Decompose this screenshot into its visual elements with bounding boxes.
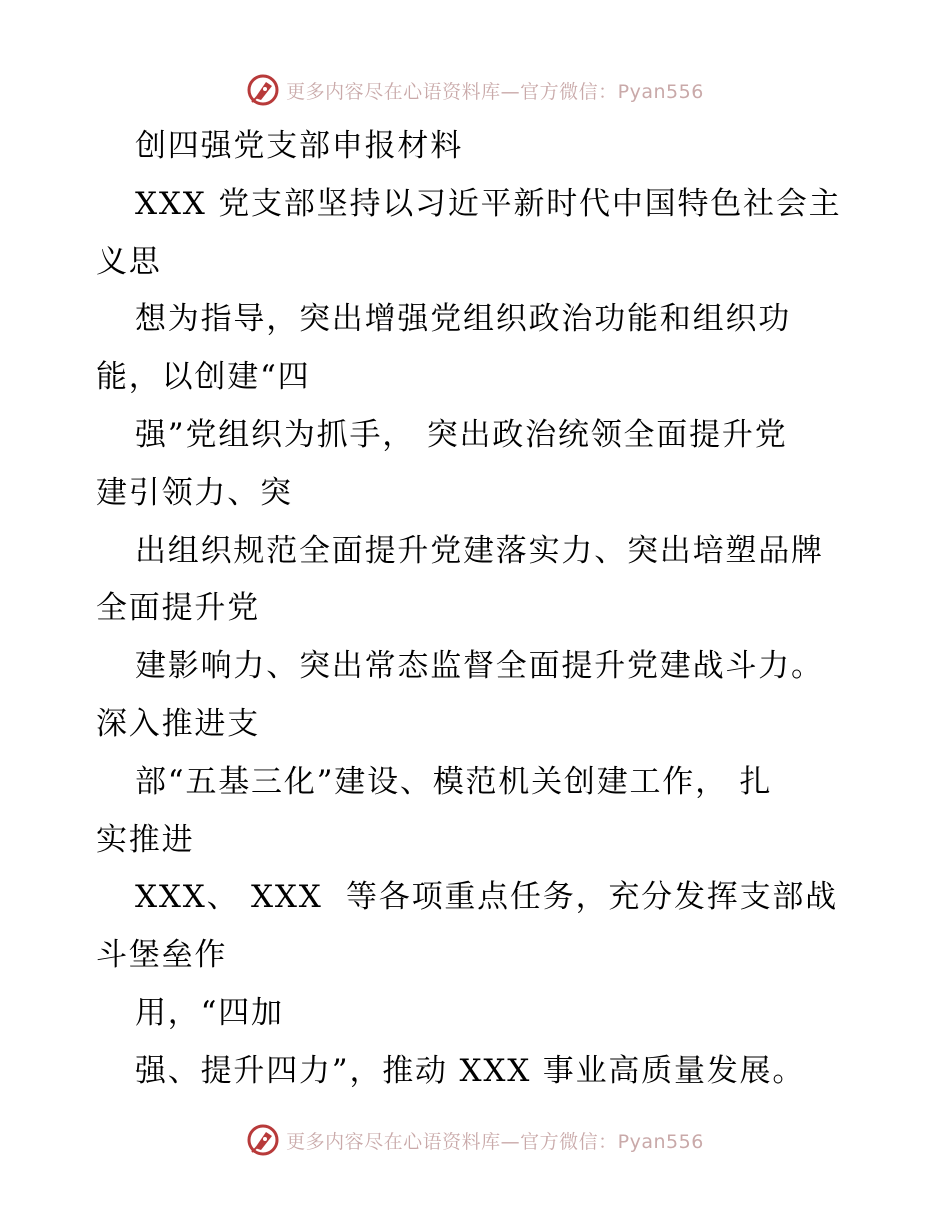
document-line: 出组织规范全面提升党建落实力、突出培塑品牌 xyxy=(135,532,824,569)
document-body xyxy=(96,118,866,1101)
watermark-footer xyxy=(0,1120,950,1160)
document-line: 强、提升四力”，推动 XXX 事业高质量发展。 xyxy=(135,1052,806,1089)
document-line: 创四强党支部申报材料 xyxy=(135,128,463,164)
document-line: 想为指导，突出增强党组织政治功能和组织功 xyxy=(135,301,791,338)
document-line: 义思 xyxy=(96,243,162,280)
document-line: 建引领力、突 xyxy=(96,474,293,511)
document-line: 能，以创建“四 xyxy=(96,359,311,396)
watermark-header xyxy=(0,70,950,110)
document-line: 斗堡垒作 xyxy=(96,937,228,974)
document-line: 强”党组织为抓手， 突出政治统领全面提升党 xyxy=(135,416,788,453)
document-line: 全面提升党 xyxy=(96,590,260,627)
document-line: XXX、 XXX 等各项重点任务，充分发挥支部战 xyxy=(135,879,838,916)
document-line: 用，“四加 xyxy=(135,994,284,1031)
document-line: 深入推进支 xyxy=(96,705,260,742)
document-line: 建影响力、突出常态监督全面提升党建战斗力。 xyxy=(135,648,824,685)
watermark-text: 更多内容尽在心语资料库—官方微信：Pyan556 xyxy=(286,80,704,103)
document-line: 部“五基三化”建设、模范机关创建工作， 扎 xyxy=(135,763,773,800)
pen-nib-logo-icon xyxy=(246,73,280,107)
pen-nib-logo-icon xyxy=(246,1123,280,1157)
document-line: 实推进 xyxy=(96,821,195,858)
watermark-text: 更多内容尽在心语资料库—官方微信：Pyan556 xyxy=(286,1130,704,1153)
document-line: XXX 党支部坚持以习近平新时代中国特色社会主 xyxy=(135,185,842,222)
